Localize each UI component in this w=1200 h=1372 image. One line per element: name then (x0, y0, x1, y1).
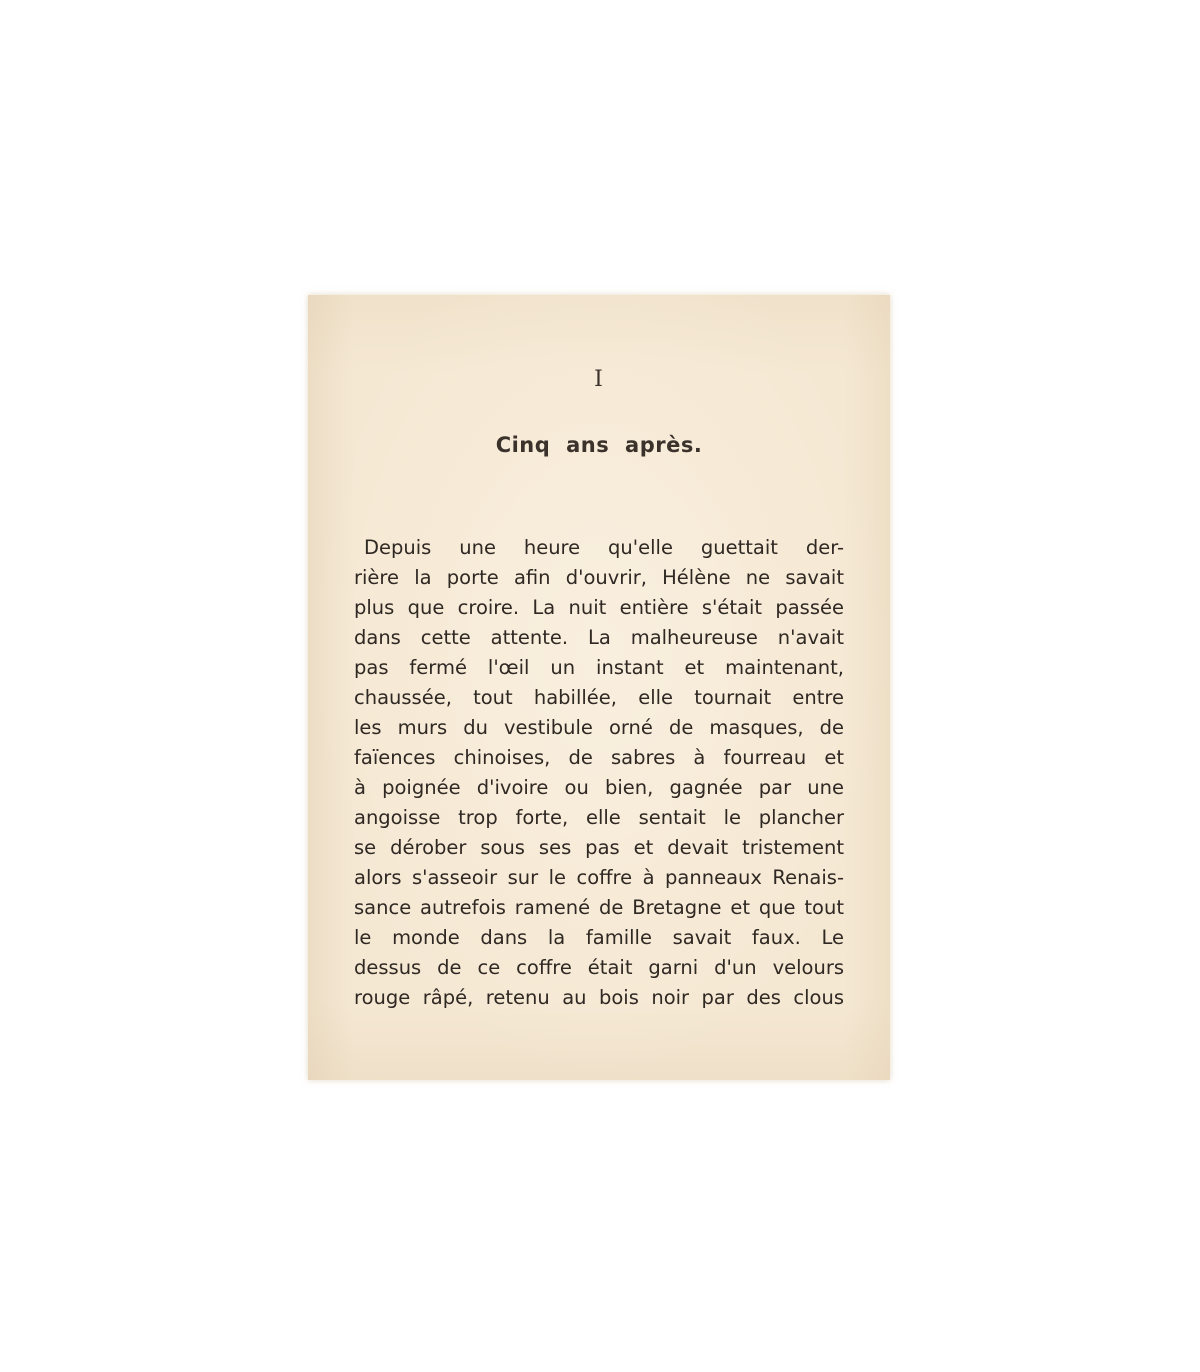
text-line: rouge râpé, retenu au bois noir par des clous (354, 986, 844, 1009)
text-line: faïences chinoises, de sabres à fourreau et (354, 746, 844, 769)
chapter-title: Cinq ans après. (495, 433, 703, 457)
text-line: alors s'asseoir sur le coffre à panneaux Renais- (354, 866, 844, 889)
text-line: sance autrefois ramené de Bretagne et que tout (354, 896, 844, 919)
text-line: pas fermé l'œil un instant et maintenant, (354, 656, 844, 679)
text-line: le monde dans la famille savait faux. Le (354, 926, 844, 949)
text-line: se dérober sous ses pas et devait tristement (354, 836, 844, 859)
text-line: dessus de ce coffre était garni d'un velours (354, 956, 844, 979)
chapter-number: I (594, 367, 604, 392)
text-line: plus que croire. La nuit entière s'était passée (354, 596, 844, 619)
text-line: dans cette attente. La malheureuse n'avait (354, 626, 844, 649)
text-line: les murs du vestibule orné de masques, de (354, 716, 844, 739)
text-line: angoisse trop forte, elle sentait le plancher (354, 806, 844, 829)
text-line: rière la porte afin d'ouvrir, Hélène ne savait (354, 566, 844, 589)
text-line: Depuis une heure qu'elle guettait der- (364, 536, 844, 559)
body-paragraph (354, 533, 844, 1013)
text-line: chaussée, tout habillée, elle tournait entre (354, 686, 844, 709)
book-page (308, 295, 890, 1080)
text-line: à poignée d'ivoire ou bien, gagnée par une (354, 776, 844, 799)
